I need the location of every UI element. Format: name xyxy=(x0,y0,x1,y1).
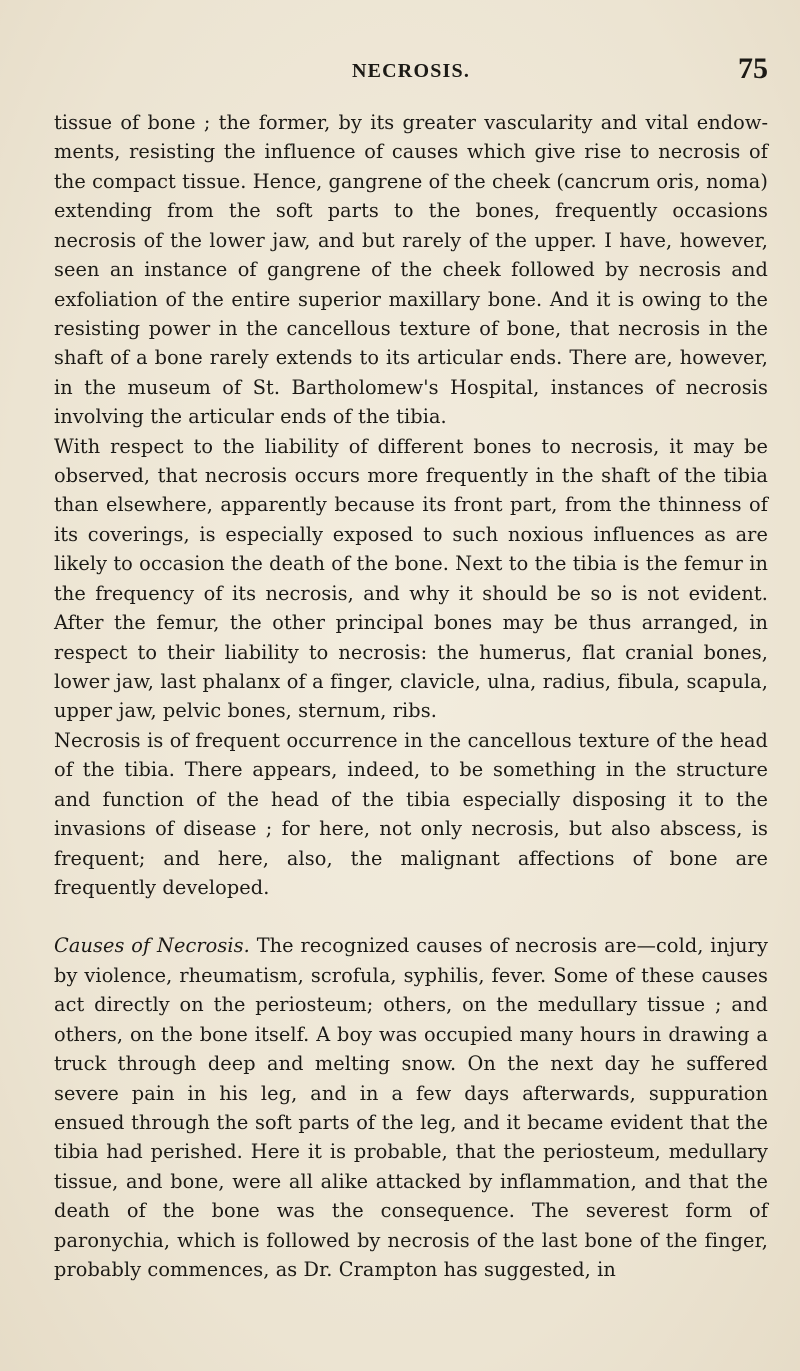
section-title: Causes of Necrosis. xyxy=(54,934,250,958)
body-text xyxy=(54,108,768,1284)
section-paragraph xyxy=(54,931,768,1284)
page-header xyxy=(54,52,768,92)
running-head: NECROSIS. xyxy=(351,60,471,82)
section-text: The recognized causes of necrosis are—cold, injury by violence, rheumatism, scrofula, syphilis, fever. Some of these causes act directly on the periosteum; others, on the medullary tissue ; and others, on the bone itself. A boy was occupied many hours in drawing a truck through deep and melting snow. On the next day he suffered severe pain in his leg, and in a few days afterwards, suppuration ensued through the soft parts of the leg, and it became evident that the tibia had perished. Here it is probable, that the periosteum, medullary tissue, and bone, were all alike attacked by inflammation, and that the death of the bone was the consequence. The severest form of paronychia, which is followed by necrosis of the last bone of the finger, probably commences, as Dr. Crampton has suggested, in xyxy=(54,934,768,1282)
paragraph: With respect to the liability of different bones to necrosis, it may be observed, that necrosis occurs more frequently in the shaft of the tibia than elsewhere, apparently because its front part, from the thinness of its coverings, is especially exposed to such noxious influences as are likely to occasion the death of the bone. Next to the tibia is the femur in the frequency of its necrosis, and why it should be so is not evident. After the femur, the other principal bones may be thus arranged, in respect to their liability to necrosis: the humerus, flat cranial bones, lower jaw, last phalanx of a finger, clavicle, ulna, radius, fibula, scapula, upper jaw, pelvic bones, sternum, ribs. xyxy=(54,434,768,723)
paragraph: tissue of bone ; the former, by its greater vascularity and vital endowments, resisting the influence of causes which give rise to necrosis of the compact tissue. Hence, gangrene of the cheek (cancrum oris, noma) extending from the soft parts to the bones, frequently occasions necrosis of the lower jaw, and but rarely of the upper. I have, however, seen an instance of gangrene of the cheek followed by necrosis and exfoliation of the entire superior maxillary bone. And it is owing to the resisting power in the cancellous texture of bone, that necrosis in the shaft of a bone rarely extends to its articular ends. There are, however, in the museum of St. Bartholomew's Hospital, instances of necrosis involving the articular ends of the tibia. xyxy=(54,111,768,429)
page-number: 75 xyxy=(738,52,768,85)
paragraph: Necrosis is of frequent occurrence in the cancellous texture of the head of the tibia. There appears, indeed, to be something in the structure and function of the head of the tibia especially disposing it to the invasions of disease ; for here, not only necrosis, but also abscess, is frequent; and here, also, the malignant affections of bone are frequently developed. xyxy=(54,728,768,899)
paragraph-spacer xyxy=(54,902,768,931)
